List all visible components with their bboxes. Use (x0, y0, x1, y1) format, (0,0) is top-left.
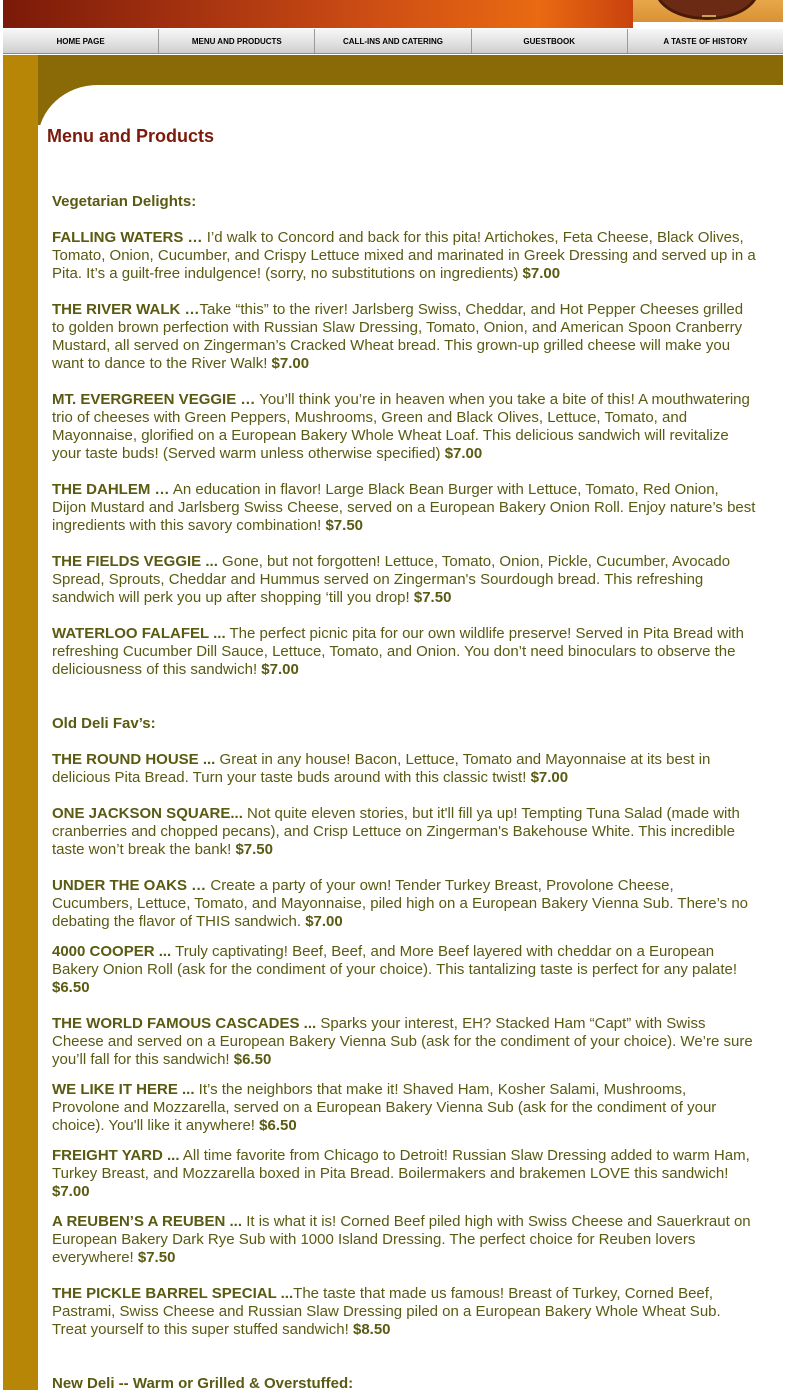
menu-item (52, 553, 757, 607)
menu-item-name: THE FIELDS VEGGIE ... (52, 553, 218, 570)
menu-item (52, 1147, 757, 1201)
section-title-vegetarian: Vegetarian Delights: (52, 193, 197, 210)
menu-item-description: The taste that made us famous! Breast of Turkey, Corned Beef, Pastrami, Swiss Cheese and Russian Slaw Dressing piled on a European Bakery Whole Wheat Sub. Treat yourself to this super stuffed sandwich! (52, 1285, 721, 1338)
menu-item-description: An education in flavor! Large Black Bean Burger with Lettuce, Tomato, Red Onion, Dijon Mustard and Jarlsberg Swiss Cheese, served on a European Bakery Onion Roll. Enjoy nature’s best ingredients with this savory combination! (52, 481, 756, 534)
menu-item-price: $6.50 (259, 1117, 297, 1134)
main-nav (3, 28, 783, 54)
menu-item (52, 1213, 757, 1267)
nav-call-ins-and-catering[interactable]: CALL-INS AND CATERING (315, 29, 471, 53)
menu-item-description: You’ll think you’re in heaven when you take a bite of this! A mouthwatering trio of cheeses with Green Peppers, Mushrooms, Green and Black Olives, Lettuce, Tomato, and Mayonnaise, glorified on a European Bakery Whole Wheat Loaf. This delicious sandwich will revitalize your taste buds! (Served warm unless otherwise specified) (52, 391, 750, 462)
menu-item-price: $7.00 (444, 445, 483, 462)
menu-item-name: A REUBEN’S A REUBEN ... (52, 1213, 243, 1230)
menu-item-name: WE LIKE IT HERE ... (52, 1081, 195, 1098)
top-band-decoration (38, 55, 783, 85)
menu-item-description: Not quite eleven stories, but it'll fill ya up! Tempting Tuna Salad (made with cranberries and chopped pecans), and Crisp Lettuce on Zingerman's Bakehouse White. This incredible taste won’t break the bank! (52, 805, 740, 858)
menu-item (52, 1081, 757, 1135)
menu-item-price: $7.50 (325, 517, 364, 534)
menu-item-description: Gone, but not forgotten! Lettuce, Tomato, Onion, Pickle, Cucumber, Avocado Spread, Sprouts, Cheddar and Hummus served on Zingerman's Sourdough bread. This refreshing sandwich will perk you up after shopping ‘till you drop! (52, 553, 731, 606)
menu-item (52, 391, 757, 463)
menu-item-name: WATERLOO FALAFEL ... (52, 625, 226, 642)
menu-item-name: THE WORLD FAMOUS CASCADES ... (52, 1015, 317, 1032)
menu-item (52, 481, 757, 535)
menu-item-description: Great in any house! Bacon, Lettuce, Tomato and Mayonnaise at its best in delicious Pita Bread. Turn your taste buds around with this classic twist! (52, 751, 711, 786)
menu-item-price: $6.50 (52, 979, 90, 996)
menu-item (52, 625, 757, 679)
menu-item-price: $6.50 (233, 1051, 272, 1068)
menu-item-name: MT. EVERGREEN VEGGIE … (52, 391, 256, 408)
menu-item-description: Truly captivating! Beef, Beef, and More Beef layered with cheddar on a European Bakery Onion Roll (ask for the condiment of your choice). This tantalizing taste is perfect for any palate! (52, 943, 738, 978)
menu-item-name: THE ROUND HOUSE ... (52, 751, 216, 768)
menu-item (52, 751, 757, 787)
menu-item-name: ONE JACKSON SQUARE... (52, 805, 243, 822)
menu-item-price: $7.00 (271, 355, 310, 372)
menu-item (52, 877, 757, 931)
menu-item-description: I’d walk to Concord and back for this pita! Artichokes, Feta Cheese, Black Olives, Tomato, Onion, Cucumber, and Crispy Lettuce mixed and marinated in Greek Dressing and served up in a Pita. It’s a guilt-free indulgence! (sorry, no substitutions on ingredients) (52, 229, 756, 282)
menu-item-description: The perfect picnic pita for our own wildlife preserve! Served in Pita Bread with refreshing Cucumber Dill Sauce, Lettuce, Tomato, and Onion. You don’t need binoculars to observe the deliciousness of this sandwich! (52, 625, 744, 678)
menu-item-price: $7.50 (235, 841, 273, 858)
menu-item (52, 1015, 757, 1069)
menu-item-description: It’s the neighbors that make it! Shaved Ham, Kosher Salami, Mushrooms, Provolone and Mozzarella, served on a European Bakery Vienna Sub (ask for the condiment of your choice). You'll like it anywhere! (52, 1081, 717, 1134)
menu-item (52, 943, 757, 997)
menu-item (52, 805, 757, 859)
menu-item-name: FALLING WATERS … (52, 229, 203, 246)
menu-item-description: It is what it is! Corned Beef piled high with Swiss Cheese and Sauerkraut on European Bakery Dark Rye Sub with 1000 Island Dressing. The perfect choice for Reuben lovers everywhere! (52, 1213, 751, 1266)
menu-item-name: FREIGHT YARD ... (52, 1147, 180, 1164)
menu-item (52, 301, 757, 373)
menu-item-price: $7.00 (522, 265, 561, 282)
menu-item-name: THE DAHLEM … (52, 481, 170, 498)
left-sidebar-decoration (3, 55, 38, 1390)
nav-home-page[interactable]: HOME PAGE (3, 29, 159, 53)
corner-curve-decoration (38, 55, 108, 125)
nav-menu-and-products[interactable]: MENU AND PRODUCTS (159, 29, 315, 53)
menu-item-price: $7.00 (52, 1183, 90, 1200)
nav-a-taste-of-history[interactable]: A TASTE OF HISTORY (663, 36, 748, 46)
menu-item (52, 1285, 757, 1339)
nav-guestbook[interactable]: GUESTBOOK (472, 29, 628, 53)
menu-item-price: $7.00 (530, 769, 569, 786)
menu-item-price: $7.00 (305, 913, 343, 930)
menu-item (52, 229, 757, 283)
menu-item-name: UNDER THE OAKS … (52, 877, 207, 894)
menu-item-price: $7.50 (413, 589, 452, 606)
page-title: Menu and Products (47, 126, 215, 146)
menu-item-price: $7.50 (137, 1249, 176, 1266)
menu-item-name: THE PICKLE BARREL SPECIAL ... (52, 1285, 294, 1302)
menu-item-name: 4000 COOPER ... (52, 943, 172, 960)
menu-item-description: Take “this” to the river! Jarlsberg Swiss, Cheddar, and Hot Pepper Cheeses grilled to golden brown perfection with Russian Slaw Dressing, Tomato, Onion, and American Spoon Cranberry Mustard, all served on Zingerman’s Cracked Wheat bread. This grown-up grilled cheese will make you want to dance to the River Walk! (52, 301, 744, 372)
section-title-old-deli-favs: Old Deli Fav’s: (52, 715, 156, 732)
menu-item-price: $7.00 (261, 661, 299, 678)
menu-item-description: Create a party of your own! Tender Turkey Breast, Provolone Cheese, Cucumbers, Lettuce, Tomato, and Mayonnaise, piled high on a European Bakery Vienna Sub. There’s no debating the flavor of THIS sandwich. (52, 877, 749, 930)
menu-item-description: All time favorite from Chicago to Detroit! Russian Slaw Dressing added to warm Ham, Turkey Breast, and Mozzarella boxed in Pita Bread. Boilermakers and brakemen LOVE this sandwich! (52, 1147, 750, 1182)
menu-item-price: $8.50 (352, 1321, 391, 1338)
menu-item-name: THE RIVER WALK … (52, 301, 200, 318)
section-title-new-deli: New Deli -- Warm or Grilled & Overstuffed: (52, 1375, 354, 1392)
restaurant-seal-logo-icon (655, 0, 759, 20)
logo[interactable] (633, 0, 783, 22)
header-banner (3, 0, 633, 28)
menu-item-description: Sparks your interest, EH? Stacked Ham “Capt” with Swiss Cheese and served on a European Bakery Vienna Sub (ask for the condiment of your choice). We’re sure you’ll fall for this sandwich! (52, 1015, 753, 1068)
